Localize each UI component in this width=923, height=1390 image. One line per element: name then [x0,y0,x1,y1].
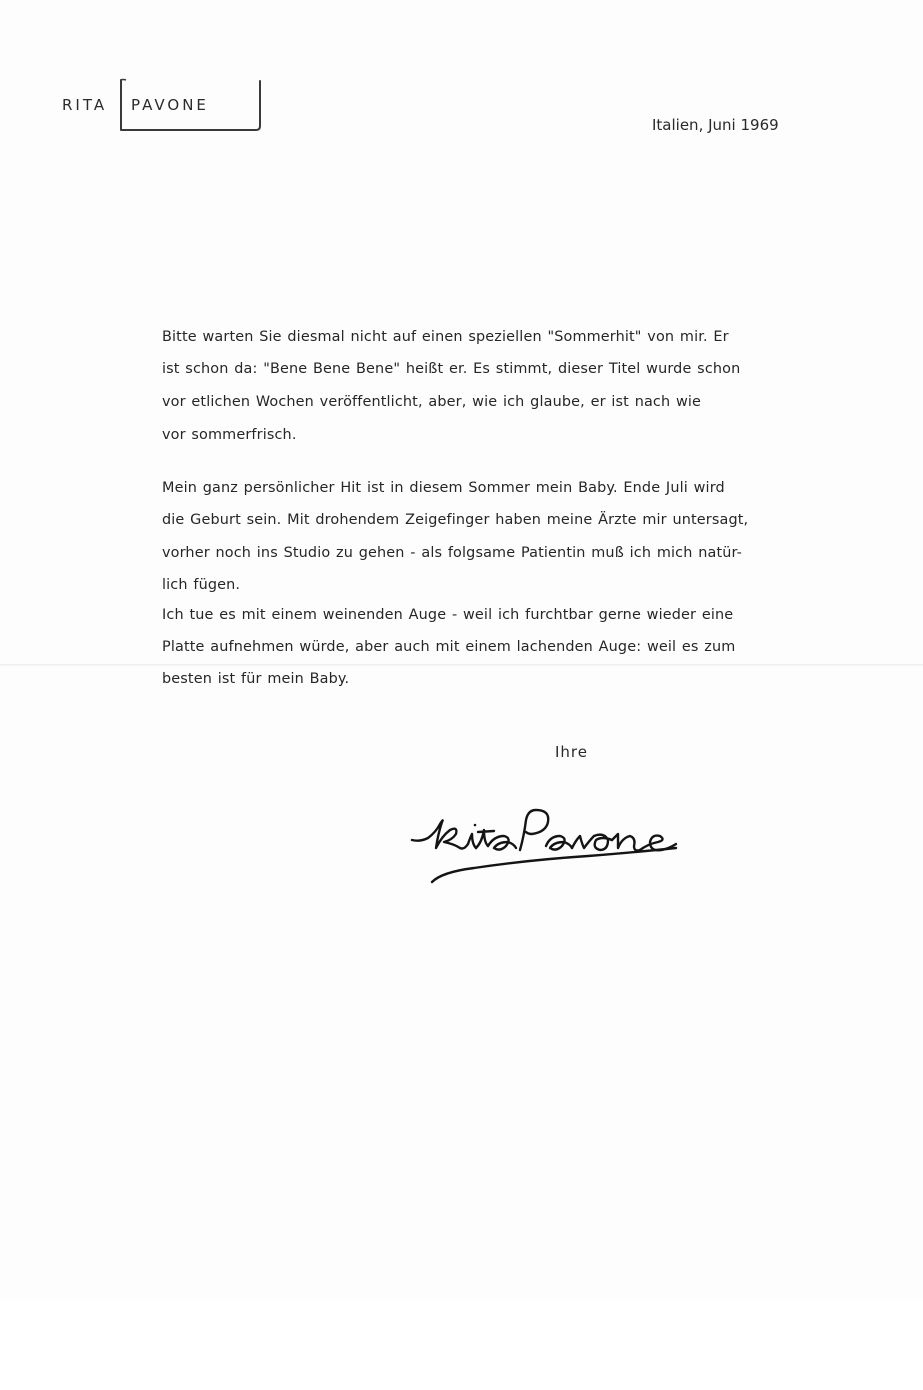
body-line: besten ist für mein Baby. [162,671,350,687]
body-line: vor sommerfrisch. [162,427,297,443]
body-line: Bitte warten Sie diesmal nicht auf einen speziellen "Sommerhit" von mir. Er [162,329,729,345]
closing-salutation: Ihre [555,743,588,761]
body-line: die Geburt sein. Mit drohendem Zeigefinger haben meine Ärzte mir untersagt, [162,512,749,528]
body-line: Ich tue es mit einem weinenden Auge - weil ich furchtbar gerne wieder eine [162,607,734,623]
paper-fold-line [0,664,923,666]
letterhead [62,76,262,134]
body-line: Mein ganz persönlicher Hit ist in diesem Sommer mein Baby. Ende Juli wird [162,480,725,496]
letterhead-first-name: RITA [62,96,108,114]
body-line: vor etlichen Wochen veröffentlicht, aber, wie ich glaube, er ist nach wie [162,394,702,410]
handwritten-signature [408,798,688,898]
letterhead-last-name: PAVONE [131,96,209,114]
bottom-margin [0,1300,923,1390]
date-line: Italien, Juni 1969 [652,116,779,134]
body-line: ist schon da: "Bene Bene Bene" heißt er. Es stimmt, dieser Titel wurde schon [162,361,741,377]
body-line: lich fügen. [162,577,241,593]
body-line: vorher noch ins Studio zu gehen - als folgsame Patientin muß ich mich natür- [162,545,743,561]
body-line: Platte aufnehmen würde, aber auch mit einem lachenden Auge: weil es zum [162,639,736,655]
